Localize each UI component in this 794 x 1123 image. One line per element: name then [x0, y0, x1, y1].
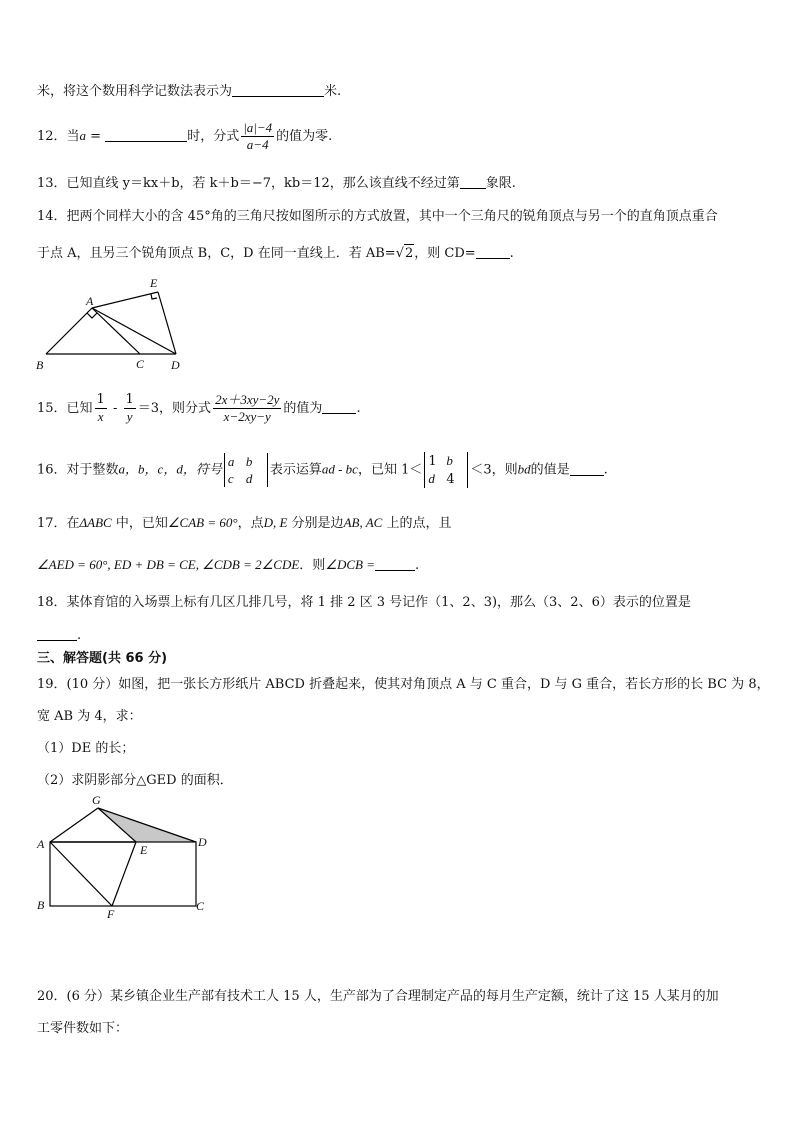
label-c: C: [136, 357, 145, 371]
rectangle-fold-figure-q19: [30, 792, 220, 922]
label-e: E: [140, 843, 148, 857]
question-18: 18．某体育馆的入场票上标有几区几排几号，将 1 排 2 区 3 号记作（1、2、3)，那么（3、2、6）表示的位置是: [37, 595, 691, 610]
label-f: F: [107, 907, 115, 921]
answer-blank: [232, 82, 324, 97]
question-19-line1: 19．(10 分）如图，把一张长方形纸片 ABCD 折叠起来，使其对角顶点 A 与 C 重合，D 与 G 重合，若长方形的长 BC 为 8，: [37, 677, 770, 692]
question-13: 13．已知直线 y＝kx＋b，若 k＋b＝−7，kb＝12，那么该直线不经过第 象限.: [37, 176, 516, 191]
fraction: $\frac{1}{x}$: [96, 392, 105, 424]
determinant: 1 b d 4: [424, 452, 468, 488]
answer-blank: [322, 399, 356, 414]
label-d: D: [198, 835, 207, 849]
question-14-line2: 于点 A，且另三个锐角顶点 B，C，D 在同一直线上．若 AB=√2，则 CD= .: [37, 246, 514, 261]
question-18-blank: .: [37, 626, 81, 645]
fraction: $\frac{|a|-4}{a-4}$: [243, 120, 273, 152]
question-14-line1: 14．把两个同样大小的含 45°角的三角尺按如图所示的方式放置，其中一个三角尺的锐角顶点与另一个的直角顶点重合: [37, 209, 718, 224]
question-20-line2: 工零件数如下：: [37, 1021, 129, 1036]
label-b: B: [36, 358, 44, 372]
question-19-part1: （1）DE 的长；: [37, 741, 135, 756]
fraction: $\frac{1}{y}$: [125, 392, 134, 424]
question-19-line2: 宽 AB 为 4，求：: [37, 709, 142, 724]
question-19-part2: （2）求阴影部分△GED 的面积．: [37, 773, 233, 788]
triangle-figure-q14: [30, 272, 200, 376]
label-g: G: [92, 793, 101, 807]
section-heading: 三、解答题(共 66 分): [37, 651, 168, 666]
determinant: a b c d: [224, 453, 268, 487]
answer-blank: [570, 461, 604, 476]
label-a: A: [86, 294, 94, 308]
question-20-line1: 20．(6 分）某乡镇企业生产部有技术工人 15 人，生产部为了合理制定产品的每月生产定额，统计了这 15 人某月的加: [37, 989, 719, 1004]
answer-blank: [460, 174, 486, 189]
label-d: D: [171, 358, 180, 372]
question-15: 15．已知 $\frac{1}{x}$ - $\frac{1}{y}$ ＝3，则分式 $\frac{2x+3xy-2y}{x-2xy-y}$ 的值为 .: [37, 392, 361, 424]
question-12: 12．当a = 时，分式 $\frac{|a|-4}{a-4}$ 的值为零.: [37, 120, 333, 152]
answer-blank: [37, 626, 77, 641]
label-a: A: [37, 837, 45, 851]
label-b: B: [37, 898, 45, 912]
question-17-line1: 17．在ΔABC 中，已知∠CAB = 60°，点D, E 分别是边AB, AC 上的点，且: [37, 515, 452, 531]
label-c: C: [196, 899, 205, 913]
fraction: $\frac{2x+3xy-2y}{x-2xy-y}$: [215, 392, 280, 424]
answer-blank: [476, 244, 510, 259]
answer-blank: [105, 127, 187, 142]
question-17-line2: ∠AED = 60°, ED + DB = CE, ∠CDB = 2∠CDE．则∠DCB = .: [37, 557, 420, 573]
q11-line: 米，将这个数用科学记数法表示为 米.: [37, 84, 342, 99]
question-16: 16．对于整数a，b，c，d，符号 a b c d 表示运算ad - bc，已知 1＜ 1 b d 4 ＜3，则bd的值是 .: [37, 453, 608, 487]
answer-blank: [375, 556, 415, 571]
label-e: E: [150, 276, 158, 290]
